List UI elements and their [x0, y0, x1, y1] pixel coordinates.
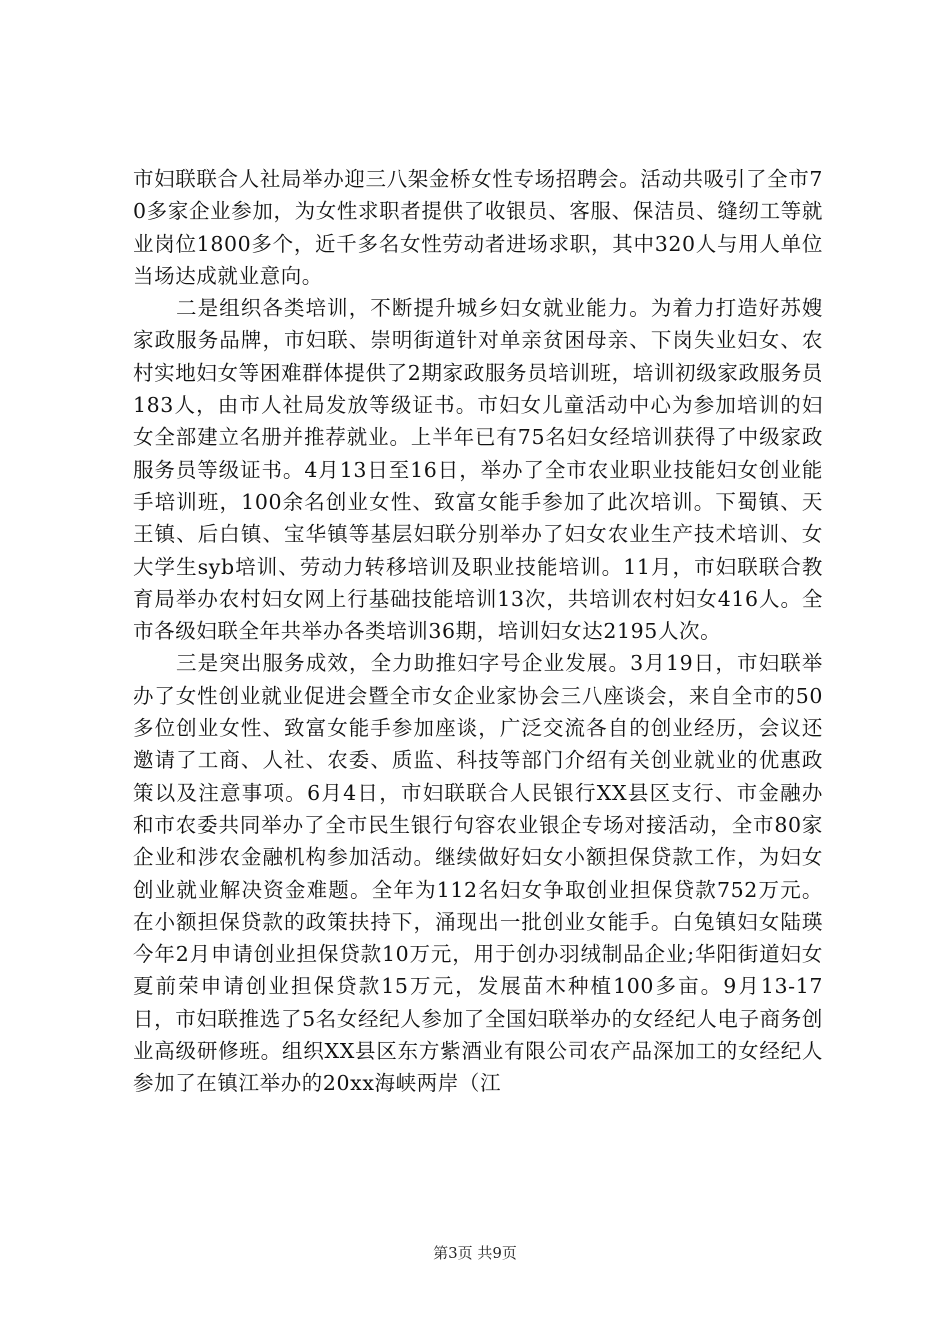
document-body	[133, 163, 823, 1100]
page-number-footer: 第3页 共9页	[433, 1244, 517, 1262]
paragraph-3: 三是突出服务成效，全力助推妇字号企业发展。3月19日，市妇联举办了女性创业就业促进会暨全市女企业家协会三八座谈会，来自全市的50多位创业女性、致富女能手参加座谈，广泛交流各自的创业经历，会议还邀请了工商、人社、农委、质监、科技等部门介绍有关创业就业的优惠政策以及注意事项。6月4日，市妇联联合人民银行XX县区支行、市金融办和市农委共同举办了全市民生银行句容农业银企专场对接活动，全市80家企业和涉农金融机构参加活动。继续做好妇女小额担保贷款工作，为妇女创业就业解决资金难题。全年为112名妇女争取创业担保贷款752万元。在小额担保贷款的政策扶持下，涌现出一批创业女能手。白兔镇妇女陆瑛今年2月申请创业担保贷款10万元，用于创办羽绒制品企业;华阳街道妇女夏前荣申请创业担保贷款15万元，发展苗木种植100多亩。9月13-17日，市妇联推选了5名女经纪人参加了全国妇联举办的女经纪人电子商务创业高级研修班。组织XX县区东方紫酒业有限公司农产品深加工的女经纪人参加了在镇江举办的20xx海峡两岸（江	[133, 651, 823, 1096]
paragraph-2: 二是组织各类培训，不断提升城乡妇女就业能力。为着力打造好苏嫂家政服务品牌，市妇联、崇明街道针对单亲贫困母亲、下岗失业妇女、农村实地妇女等困难群体提供了2期家政服务员培训班，培训初级家政服务员183人，由市人社局发放等级证书。市妇女儿童活动中心为参加培训的妇女全部建立名册并推荐就业。上半年已有75名妇女经培训获得了中级家政服务员等级证书。4月13日至16日，举办了全市农业职业技能妇女创业能手培训班，100余名创业女性、致富女能手参加了此次培训。下蜀镇、天王镇、后白镇、宝华镇等基层妇联分别举办了妇女农业生产技术培训、女大学生syb培训、劳动力转移培训及职业技能培训。11月，市妇联联合教育局举办农村妇女网上行基础技能培训13次，共培训农村妇女416人。全市各级妇联全年共举办各类培训36期，培训妇女达2195人次。	[133, 296, 823, 644]
paragraph-1: 市妇联联合人社局举办迎三八架金桥女性专场招聘会。活动共吸引了全市70多家企业参加，为女性求职者提供了收银员、客服、保洁员、缝纫工等就业岗位1800多个，近千多名女性劳动者进场求职，其中320人与用人单位当场达成就业意向。	[133, 167, 823, 288]
